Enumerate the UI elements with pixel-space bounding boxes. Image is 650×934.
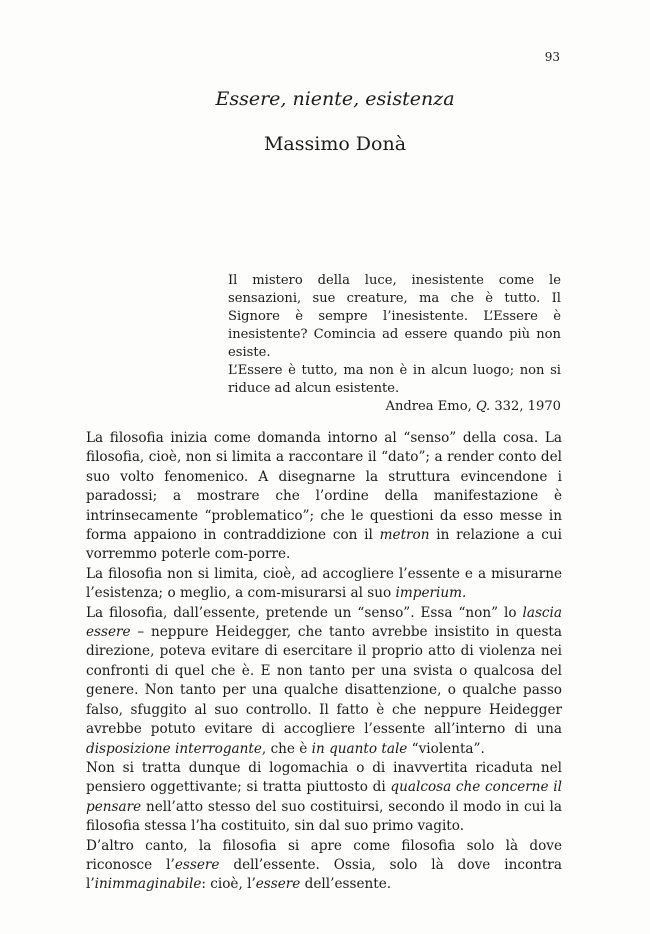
- paragraph: [86, 604, 562, 759]
- attribution-ref: 332, 1970: [490, 399, 561, 414]
- text-run: “violenta”.: [407, 740, 485, 757]
- text-run: , che è: [261, 740, 312, 757]
- italic-run: disposizione interrogante: [86, 740, 262, 757]
- body-text: [86, 429, 562, 895]
- italic-run: imperium.: [395, 585, 467, 602]
- italic-run: metron: [379, 527, 430, 544]
- author-name: Massimo Donà: [263, 133, 407, 155]
- italic-run: lascia essere: [86, 604, 562, 641]
- paragraph: [86, 429, 562, 565]
- text-run: nell’atto stesso del suo costituirsi, secondo il modo in cui la filosofia stessa l’ha costituito, sin dal suo primo vagito.: [86, 798, 562, 835]
- epigraph-line: L’Essere è tutto, ma non è in alcun luogo; non si riduce ad alcun esistente.: [228, 363, 561, 396]
- epigraph-line: Il mistero della luce, inesistente come le sensazioni, sue creature, ma che è tutto. Il Signore è sempre l’inesistente. L’Essere è inesistente? Comincia ad essere quando più non esiste.: [228, 273, 561, 360]
- italic-run: qualcosa che concerne il pensare: [86, 779, 562, 815]
- italic-run: in quanto tale: [311, 740, 408, 757]
- epigraph-attribution: [228, 398, 561, 416]
- italic-run: essere: [255, 876, 301, 893]
- text-run: Non si tratta dunque di logomachia o di inavvertita ricaduta nel pensiero oggettivante; si tratta piuttosto di: [86, 759, 562, 796]
- page-number: 93: [544, 50, 560, 64]
- chapter-title: Essere, niente, esistenza: [215, 88, 455, 110]
- text-run: dell’essente.: [300, 876, 392, 893]
- text-run: La filosofia non si limita, cioè, ad accogliere l’essente e a misurarne l’esistenza; o meglio, a com-misurarsi al suo: [86, 565, 562, 602]
- text-run: in relazione a cui vorremmo poterle com-porre.: [86, 527, 562, 563]
- text-run: dell’essente. Ossia, solo là dove incontra l’: [86, 856, 562, 893]
- italic-run: essere: [174, 856, 220, 873]
- text-run: La filosofia, dall’essente, pretende un “senso”. Essa “non” lo: [86, 604, 523, 621]
- text-run: – neppure Heidegger, che tanto avrebbe insistito in questa direzione, poteva evitare di esercitare il proprio atto di violenza nei confronti di quel che è. E non tanto per una svista o qualcosa del genere. Non tanto per una qualche disattenzione, o qualche passo falso, sfuggito al suo controllo. Il fatto è che neppure Heidegger avrebbe potuto evitare di accogliere l’essente all’interno di una: [86, 624, 562, 738]
- text-run: : cioè, l’: [201, 876, 256, 893]
- attribution-author: Andrea Emo,: [385, 399, 476, 414]
- paragraph: [86, 837, 562, 895]
- attribution-work: Q.: [475, 399, 491, 414]
- paragraph: [86, 759, 562, 837]
- italic-run: inimmaginabile: [94, 876, 202, 893]
- text-run: D’altro canto, la filosofia si apre come filosofia solo là dove riconosce l’: [86, 837, 562, 873]
- paragraph: [86, 565, 562, 604]
- text-run: La filosofia inizia come domanda intorno al “senso” della cosa. La filosofia, cioè, non si limita a raccontare il “dato”; a render conto del suo volto fenomenico. A disegnarne la struttura evincendone i paradossi; a mostrare che l’ordine della manifestazione è intrinsecamente “problematico”; che le questioni da esso messe in forma appaiono in contraddizione con il: [86, 430, 562, 544]
- epigraph: [228, 272, 561, 416]
